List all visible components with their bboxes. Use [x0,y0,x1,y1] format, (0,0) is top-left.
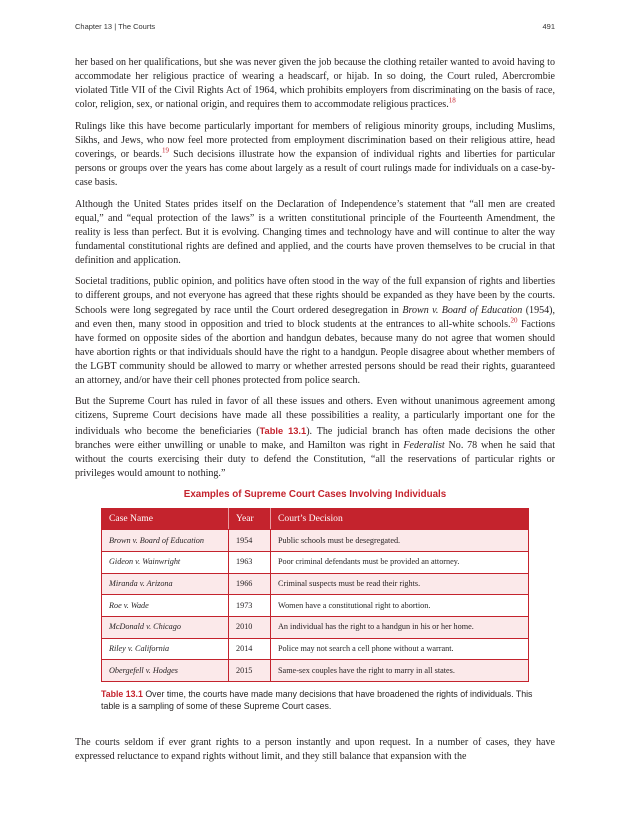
paragraph-3 [75,198,555,268]
paragraph-text: her based on her qualifications, but she was never given the job because the clothing retailer wanted to avoid having to accommodate her religious practice of wearing a headscarf, or hijab. In so doing, the Court ruled, Abercrombie violated Title VII of the Civil Rights Act of 1964, which prohibits employers from discriminating on the basis of race, color, religion, sex, or national origin, and requires them to accommodate religious practices. [75,57,555,111]
decision-cell: Same-sex couples have the right to marry in all states. [271,660,529,682]
table-row [102,552,529,574]
case-citation: Brown v. Board of Education [402,304,523,316]
case-name-cell: Roe v. Wade [102,595,229,617]
paragraph-text: (1954), and even then, many stood in opposition and tried to block students at the entrances to all-white schools. [75,304,556,330]
paragraph-text: Such decisions illustrate how the expansion of individual rights and liberties for particular persons or groups over the years has come about largely as a result of court rulings made for individuals on a case-by-case basis. [75,148,555,188]
year-cell: 1966 [229,573,271,595]
paragraph-2 [75,120,555,190]
publication-title: Federalist [403,439,445,451]
paragraph-6 [75,736,555,764]
table-row [102,530,529,552]
paragraph-text: Rulings like this have become particularly important for members of religious minority groups, including Muslims, Sikhs, and Jews, who now feel more protected from employment discrimination based on their religious attire, head coverings, or beards. [75,120,555,160]
running-head [75,22,555,34]
table-row [102,660,529,682]
paragraph-1 [75,56,555,112]
year-cell: 1963 [229,552,271,574]
case-name-cell: McDonald v. Chicago [102,617,229,639]
body-text [75,56,555,772]
chapter-title: Chapter 13 | The Courts [75,22,156,31]
paragraph-text: Factions have formed on opposite sides of the abortion and handgun debates, because many do not agree that women should have abortion rights or that individuals should have the right to a handgun. People disagree about whether members of the LGBT community should be allowed to marry or whether arrested persons should be read their rights, guaranteed an attorney, and/or have their cell phones protected from police search. [75,318,555,386]
table-row [102,617,529,639]
table-reference-link[interactable]: Table 13.1 [259,425,307,436]
table-row [102,595,529,617]
column-header-year: Year [229,509,271,530]
paragraph-5 [75,395,555,480]
paragraph-text: ). The judicial branch has often made decisions the other branches were either unwilling or unable to make, and Hamilton was right in [75,425,555,451]
paragraph-text: Societal traditions, public opinion, and politics have often stood in the way of the full expansion of rights and liberties to different groups, and not everyone has agreed that these rights should be expanded as they have been by the courts. Schools were long segregated by race until the Court ordered desegregation in [75,276,555,316]
table-row [102,638,529,660]
year-cell: 2014 [229,638,271,660]
case-name-cell: Riley v. California [102,638,229,660]
case-name-cell: Gideon v. Wainwright [102,552,229,574]
decision-cell: An individual has the right to a handgun in his or her home. [271,617,529,639]
decision-cell: Women have a constitutional right to abortion. [271,595,529,617]
year-cell: 2010 [229,617,271,639]
page-number: 491 [542,22,555,31]
paragraph-4 [75,275,555,387]
paragraph-text: Although the United States prides itself on the Declaration of Independence’s statement that “all men are created equal,” and “equal protection of the laws” is a written constitutional principle of the Fourteenth Amendment, the reality is less than perfect. But it is evolving. Changing times and technology have and will continue to alter the way fundamental constitutional rights are defined and applied, and the courts have proven themselves to be crucial in that definition and application. [75,198,555,266]
paragraph-text: But the Supreme Court has ruled in favor of all these issues and others. Even without unanimous agreement among citizens, Supreme Court decisions have made all these possibilities a reality, a particularly important one for the individuals who become the beneficiaries ( [75,396,555,437]
decision-cell: Criminal suspects must be read their rights. [271,573,529,595]
paragraph-text: No. 78 when he said that without the courts exercising their duty to defend the Constitution, “all the reservations of particular rights or privileges would amount to nothing.” [75,439,555,479]
footnote-link-18[interactable]: 18 [448,96,456,105]
footnote-link-19[interactable]: 19 [161,146,169,155]
column-header-decision: Court’s Decision [271,509,529,530]
decision-cell: Police may not search a cell phone without a warrant. [271,638,529,660]
year-cell: 1973 [229,595,271,617]
year-cell: 1954 [229,530,271,552]
footnote-link-20[interactable]: 20 [510,316,518,325]
paragraph-text: The courts seldom if ever grant rights to a person instantly and upon request. In a number of cases, they have expressed reluctance to expand rights without limit, and they still balance that expansion with the [75,737,555,763]
table-header-row [102,509,529,530]
table-title: Examples of Supreme Court Cases Involving Individuals [183,489,447,501]
column-header-case-name: Case Name [102,509,229,530]
table-caption [101,688,541,712]
cases-table [101,508,529,682]
case-name-cell: Obergefell v. Hodges [102,660,229,682]
decision-cell: Public schools must be desegregated. [271,530,529,552]
caption-label: Table 13.1 [101,689,143,700]
caption-text: Over time, the courts have made many decisions that have broadened the rights of individuals. This table is a sampling of some of these Supreme Court cases. [101,689,533,712]
decision-cell: Poor criminal defendants must be provided an attorney. [271,552,529,574]
case-name-cell: Brown v. Board of Education [102,530,229,552]
case-name-cell: Miranda v. Arizona [102,573,229,595]
year-cell: 2015 [229,660,271,682]
table-row [102,573,529,595]
